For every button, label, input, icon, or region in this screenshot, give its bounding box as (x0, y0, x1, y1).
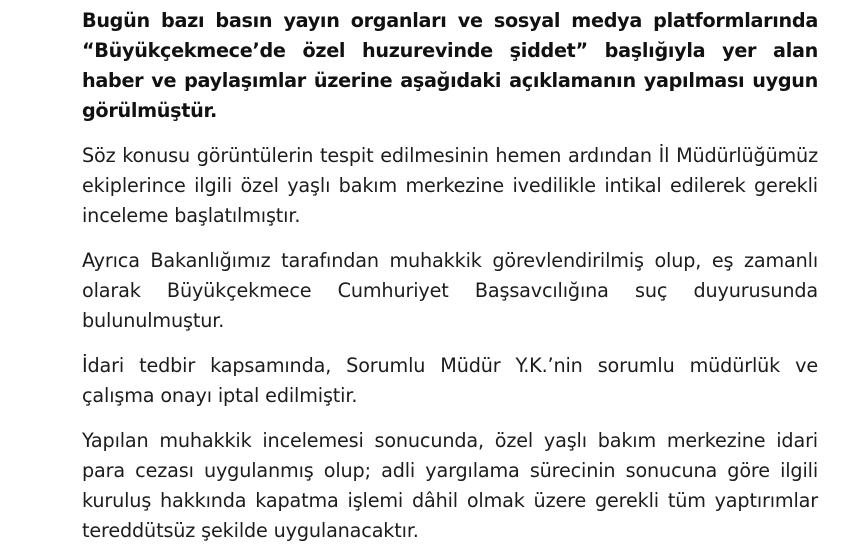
sanctions-paragraph: Yapılan muhakkik incelemesi sonucunda, özel yaşlı bakım merkezine idari para cezası uygulanmış olup; adli yargılama sürecinin sonucuna göre ilgili kuruluş hakkında kapatma işlemi dâhil olmak üzere gerekli tüm yaptırımlar tereddütsüz şekilde uygulanacaktır. (82, 429, 818, 542)
paragraph-spacer (82, 231, 818, 246)
statement-document (82, 6, 818, 546)
prosecution-paragraph: Ayrıca Bakanlığımız tarafından muhakkik görevlendirilmiş olup, eş zamanlı olarak Büyükçekmece Cumhuriyet Başsavcılığına suç duyurusunda bulunulmuştur. (82, 249, 818, 332)
paragraph-spacer (82, 126, 818, 141)
paragraph-spacer (82, 411, 818, 426)
paragraph-spacer (82, 336, 818, 351)
intro-paragraph: Bugün bazı basın yayın organları ve sosyal medya platformlarında “Büyükçekmece’de özel huzurevinde şiddet” başlığıyla yer alan haber ve paylaşımlar üzerine aşağıdaki açıklamanın yapılması uygun görülmüştür. (82, 9, 818, 122)
administrative-measure-paragraph: İdari tedbir kapsamında, Sorumlu Müdür Y.K.’nin sorumlu müdürlük ve çalışma onayı iptal edilmiştir. (82, 354, 818, 407)
inspection-paragraph: Söz konusu görüntülerin tespit edilmesinin hemen ardından İl Müdürlüğümüz ekiplerince ilgili özel yaşlı bakım merkezine ivedilikle intikal edilerek gerekli inceleme başlatılmıştır. (82, 144, 818, 227)
